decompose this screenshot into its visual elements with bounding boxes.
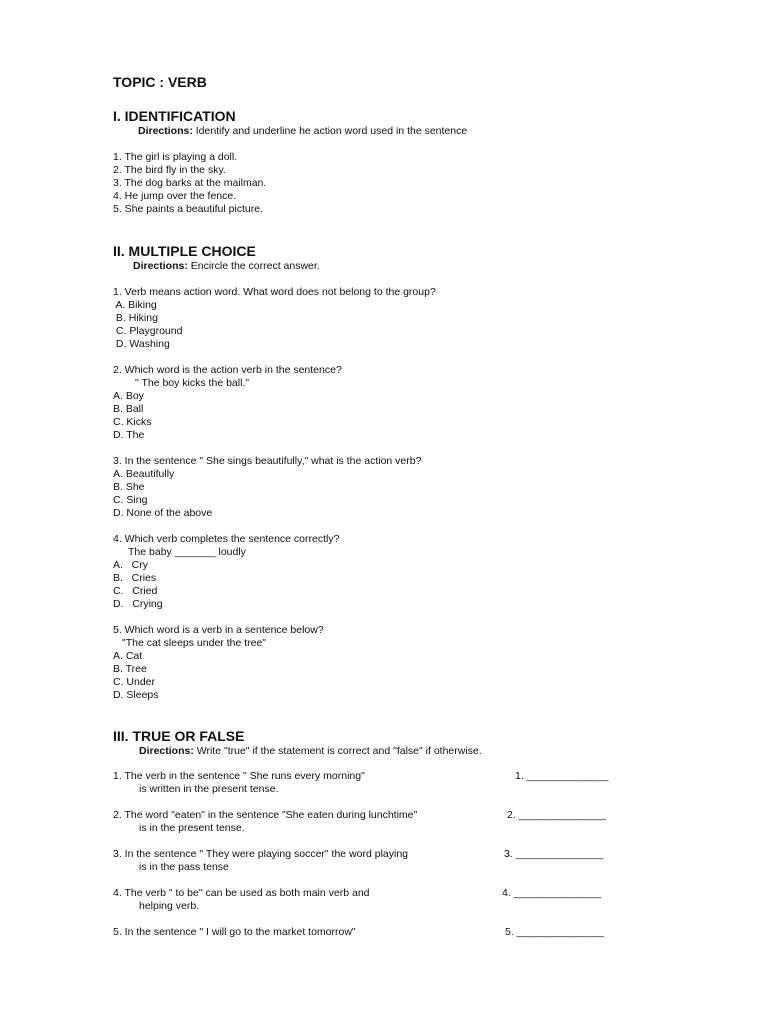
tf-answer-blank[interactable]: 4. _______________ bbox=[502, 887, 602, 899]
mc-option: B. Hiking bbox=[113, 312, 158, 324]
mc-question: 2. Which word is the action verb in the sentence? bbox=[113, 364, 342, 376]
directions-label: Directions: bbox=[133, 260, 188, 272]
mc-question: 1. Verb means action word. What word does not belong to the group? bbox=[113, 286, 436, 298]
mc-option: B. Ball bbox=[113, 403, 144, 415]
section-identification-heading: I. IDENTIFICATION bbox=[113, 108, 236, 124]
tf-answer-blank[interactable]: 2. _______________ bbox=[507, 809, 607, 821]
tf-statement-cont: is in the pass tense bbox=[139, 861, 229, 873]
mc-option: A. Cat bbox=[113, 650, 143, 662]
identification-item: 5. She paints a beautiful picture. bbox=[113, 203, 264, 215]
tf-statement-cont: is in the present tense. bbox=[139, 822, 245, 834]
mc-option: C. Under bbox=[113, 676, 156, 688]
tf-statement: 2. The word "eaten" in the sentence "She eaten during lunchtime" bbox=[113, 809, 418, 821]
true-false-directions bbox=[139, 745, 482, 758]
multiple-choice-directions bbox=[133, 260, 320, 273]
tf-statement-cont: is written in the present tense. bbox=[139, 783, 279, 795]
directions-label: Directions: bbox=[138, 125, 193, 137]
mc-option: A. Cry bbox=[113, 559, 149, 571]
directions-text: Write "true" if the statement is correct and "false" if otherwise. bbox=[193, 745, 482, 757]
mc-option: C. Cried bbox=[113, 585, 158, 597]
tf-statement: 1. The verb in the sentence " She runs every morning" bbox=[113, 770, 365, 782]
directions-text: Identify and underline he action word used in the sentence bbox=[192, 125, 468, 137]
mc-option: D. Crying bbox=[113, 598, 163, 610]
mc-question: 4. Which verb completes the sentence correctly? bbox=[113, 533, 340, 545]
mc-question: 3. In the sentence " She sings beautifully," what is the action verb? bbox=[113, 455, 422, 467]
tf-answer-blank[interactable]: 3. _______________ bbox=[504, 848, 604, 860]
mc-option: B. She bbox=[113, 481, 145, 493]
tf-statement: 5. In the sentence " I will go to the market tomorrow" bbox=[113, 926, 356, 938]
directions-label: Directions: bbox=[139, 745, 194, 757]
mc-option: D. Sleeps bbox=[113, 689, 159, 701]
mc-sentence: "The cat sleeps under the tree" bbox=[122, 637, 267, 649]
tf-answer-blank[interactable]: 1. ______________ bbox=[515, 770, 609, 782]
section-true-false-heading: III. TRUE OR FALSE bbox=[113, 728, 245, 744]
mc-option: C. Kicks bbox=[113, 416, 152, 428]
tf-statement: 3. In the sentence " They were playing soccer" the word playing bbox=[113, 848, 409, 860]
section-multiple-choice-heading: II. MULTIPLE CHOICE bbox=[113, 243, 256, 259]
mc-option: A. Biking bbox=[113, 299, 157, 311]
identification-item: 2. The bird fly in the sky. bbox=[113, 164, 226, 176]
identification-item: 3. The dog barks at the mailman. bbox=[113, 177, 267, 189]
mc-option: C. Playground bbox=[113, 325, 183, 337]
mc-option: B. Tree bbox=[113, 663, 147, 675]
mc-option: C. Sing bbox=[113, 494, 148, 506]
mc-option: D. None of the above bbox=[113, 507, 213, 519]
mc-sentence: " The boy kicks the ball." bbox=[135, 377, 250, 389]
identification-directions bbox=[138, 125, 467, 138]
mc-question: 5. Which word is a verb in a sentence below? bbox=[113, 624, 324, 636]
mc-option: D. Washing bbox=[113, 338, 170, 350]
page-title: TOPIC : VERB bbox=[113, 74, 207, 90]
tf-statement: 4. The verb " to be" can be used as both main verb and bbox=[113, 887, 370, 899]
identification-item: 1. The girl is playing a doll. bbox=[113, 151, 238, 163]
mc-option: D. The bbox=[113, 429, 145, 441]
directions-text: Encircle the correct answer. bbox=[187, 260, 320, 272]
tf-answer-blank[interactable]: 5. _______________ bbox=[505, 926, 605, 938]
mc-sentence: The baby _______ loudly bbox=[128, 546, 246, 558]
identification-item: 4. He jump over the fence. bbox=[113, 190, 237, 202]
mc-option: B. Cries bbox=[113, 572, 157, 584]
mc-option: A. Beautifully bbox=[113, 468, 175, 480]
mc-option: A. Boy bbox=[113, 390, 144, 402]
tf-statement-cont: helping verb. bbox=[139, 900, 200, 912]
